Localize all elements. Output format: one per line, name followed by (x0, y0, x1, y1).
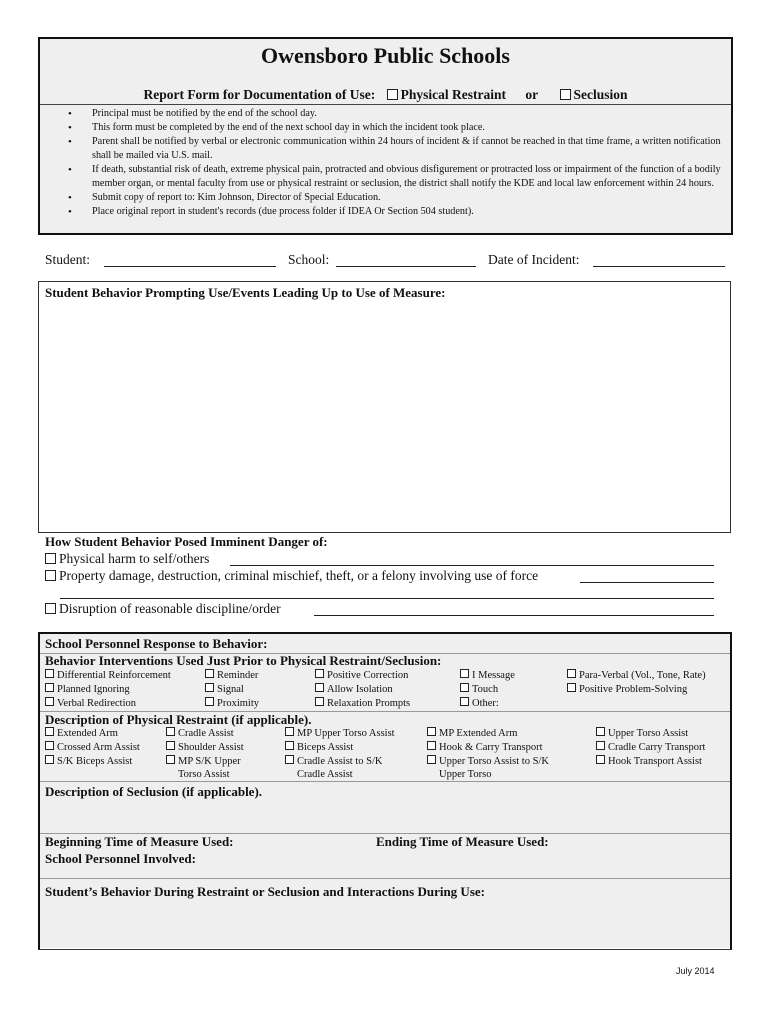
intervention-checkbox[interactable] (567, 683, 576, 692)
restraint-label-wrap: Torso Assist (178, 769, 230, 780)
restraint-option (45, 755, 132, 769)
restraint-label: Crossed Arm Assist (57, 742, 140, 753)
divider (40, 878, 730, 879)
school-label: School: (288, 252, 330, 267)
physical-harm-line[interactable] (230, 565, 714, 566)
restraint-label: Cradle Assist to S/K (297, 756, 383, 767)
intervention-option (45, 669, 171, 683)
restraint-checkbox[interactable] (427, 741, 436, 750)
disruption-label: Disruption of reasonable discipline/order (59, 601, 281, 616)
list-item: • Submit copy of report to: Kim Johnson, Director of Special Education. (40, 191, 726, 205)
end-time-label: Ending Time of Measure Used: (376, 834, 549, 849)
restraint-option (285, 755, 382, 769)
restraint-label: Cradle Assist (178, 728, 234, 739)
intervention-option (205, 697, 259, 711)
restraint-option (596, 741, 705, 755)
intervention-label: Proximity (217, 698, 260, 709)
restraint-label: Upper Torso Assist to S/K (439, 756, 549, 767)
intervention-checkbox[interactable] (315, 683, 324, 692)
subtitle-rule (40, 104, 731, 105)
danger-option-property (45, 568, 538, 584)
intervention-checkbox[interactable] (205, 683, 214, 692)
restraint-checkbox[interactable] (596, 755, 605, 764)
restraint-checkbox[interactable] (427, 727, 436, 736)
restraint-option (45, 741, 140, 755)
behavior-box[interactable] (38, 281, 731, 533)
restraint-option (427, 741, 543, 755)
list-item: • This form must be completed by the end of the next school day in which the incident took place. (40, 121, 726, 135)
intervention-checkbox[interactable] (460, 669, 469, 678)
restraint-title: Description of Physical Restraint (if applicable). (45, 712, 312, 727)
restraint-checkbox[interactable] (596, 741, 605, 750)
restraint-checkbox[interactable] (166, 755, 175, 764)
restraint-label-wrap: Upper Torso (439, 769, 492, 780)
restraint-option (427, 755, 549, 769)
form-subtitle (40, 87, 731, 103)
intervention-option (460, 683, 498, 697)
intervention-checkbox[interactable] (460, 683, 469, 692)
intervention-option (567, 669, 706, 683)
intervention-option (45, 683, 130, 697)
intervention-checkbox[interactable] (205, 697, 214, 706)
restraint-option (166, 727, 234, 741)
begin-time-label: Beginning Time of Measure Used: (45, 834, 234, 849)
seclusion-title: Description of Seclusion (if applicable). (45, 784, 263, 799)
intervention-label: Relaxation Prompts (327, 698, 411, 709)
seclusion-option-label: Seclusion (573, 87, 628, 102)
restraint-checkbox[interactable] (285, 741, 294, 750)
restraint-option (166, 755, 241, 769)
school-field[interactable] (336, 251, 476, 267)
restraint-label: Hook Transport Assist (608, 756, 702, 767)
subtitle-label: Report Form for Documentation of Use: (143, 87, 376, 102)
intervention-option (315, 697, 410, 711)
restraint-label: S/K Biceps Assist (57, 756, 133, 767)
intervention-label: Planned Ignoring (57, 684, 130, 695)
restraint-option-label: Physical Restraint (400, 87, 507, 102)
restraint-label: Extended Arm (57, 728, 118, 739)
intervention-option (460, 697, 499, 711)
intervention-label: Positive Problem-Solving (579, 684, 688, 695)
intervention-checkbox[interactable] (45, 669, 54, 678)
restraint-option (285, 741, 353, 755)
danger-option-physical (45, 551, 209, 567)
intervention-label: Positive Correction (327, 670, 409, 681)
personnel-section-title: School Personnel Response to Behavior: (45, 636, 268, 651)
restraint-option (166, 741, 244, 755)
danger-option-disruption (45, 601, 281, 617)
intervention-option (460, 669, 515, 683)
behavior-section-title: Student Behavior Prompting Use/Events Leading Up to Use of Measure: (45, 285, 446, 300)
student-field[interactable] (104, 251, 276, 267)
restraint-option (596, 755, 702, 769)
instructions-list (40, 107, 726, 219)
intervention-checkbox[interactable] (315, 669, 324, 678)
restraint-option (427, 727, 517, 741)
during-behavior-title: Student’s Behavior During Restraint or Seclusion and Interactions During Use: (45, 884, 485, 899)
restraint-checkbox[interactable] (427, 755, 436, 764)
restraint-checkbox[interactable] (45, 741, 54, 750)
restraint-checkbox[interactable] (596, 727, 605, 736)
or-text: or (525, 87, 539, 102)
intervention-option (315, 683, 393, 697)
intervention-option (567, 683, 687, 697)
header-box (38, 37, 733, 235)
restraint-checkbox[interactable] (285, 755, 294, 764)
personnel-involved-label: School Personnel Involved: (45, 851, 196, 866)
property-damage-checkbox[interactable] (45, 570, 56, 581)
intervention-option (315, 669, 408, 683)
intervention-label: Differential Reinforcement (57, 670, 171, 681)
page-title: Owensboro Public Schools (261, 43, 510, 68)
intervention-option (205, 683, 244, 697)
restraint-checkbox[interactable] (387, 89, 398, 100)
intervention-label: Signal (217, 684, 244, 695)
restraint-label: Biceps Assist (297, 742, 354, 753)
restraint-checkbox[interactable] (45, 727, 54, 736)
restraint-checkbox[interactable] (45, 755, 54, 764)
restraint-option (45, 727, 118, 741)
restraint-label: Shoulder Assist (178, 742, 244, 753)
date-field[interactable] (593, 251, 725, 267)
list-item: • Principal must be notified by the end of the school day. (40, 107, 726, 121)
footer-date: July 2014 (676, 966, 715, 976)
intervention-label: Touch (472, 684, 499, 695)
restraint-label: MP Upper Torso Assist (297, 728, 395, 739)
intervention-checkbox[interactable] (567, 669, 576, 678)
date-label: Date of Incident: (488, 252, 580, 267)
restraint-label: MP S/K Upper (178, 756, 241, 767)
restraint-option (596, 727, 688, 741)
seclusion-checkbox[interactable] (560, 89, 571, 100)
intervention-option (45, 697, 136, 711)
intervention-checkbox[interactable] (460, 697, 469, 706)
restraint-checkbox[interactable] (285, 727, 294, 736)
intervention-label: Allow Isolation (327, 684, 393, 695)
physical-harm-checkbox[interactable] (45, 553, 56, 564)
disruption-checkbox[interactable] (45, 603, 56, 614)
intervention-label: Reminder (217, 670, 259, 681)
list-item: • Parent shall be notified by verbal or electronic communication within 24 hours of incident & if cannot be reached in that time frame, a written notification shall be mailed via U.S. mail. (40, 135, 726, 163)
disruption-line[interactable] (314, 615, 714, 616)
property-damage-label: Property damage, destruction, criminal mischief, theft, or a felony involving use of force (59, 568, 539, 583)
restraint-checkbox[interactable] (166, 741, 175, 750)
restraint-checkbox[interactable] (166, 727, 175, 736)
restraint-label: MP Extended Arm (439, 728, 518, 739)
restraint-option (285, 727, 395, 741)
intervention-option (205, 669, 258, 683)
intervention-label: Other: (472, 698, 499, 709)
divider (40, 781, 730, 782)
restraint-label-wrap: Cradle Assist (297, 769, 353, 780)
intervention-checkbox[interactable] (45, 683, 54, 692)
intervention-label: Verbal Redirection (57, 698, 137, 709)
interventions-title: Behavior Interventions Used Just Prior to Physical Restraint/Seclusion: (45, 653, 442, 668)
intervention-label: Para-Verbal (Vol., Tone, Rate) (579, 670, 706, 681)
restraint-label: Cradle Carry Transport (608, 742, 706, 753)
list-item: • Place original report in student's records (due process folder if IDEA Or Section 504 student). (40, 205, 726, 219)
restraint-label: Upper Torso Assist (608, 728, 689, 739)
danger-section-title: How Student Behavior Posed Imminent Danger of: (45, 534, 328, 549)
intervention-label: I Message (472, 670, 515, 681)
restraint-label: Hook & Carry Transport (439, 742, 543, 753)
list-item: • If death, substantial risk of death, extreme physical pain, protracted and obvious disfigurement or protracted loss or impairment of the function of a bodily member organ, or mental faculty from use or physical restraint or seclusion, the district shall notify the KDE and local law enforcement within 24 hours. (40, 163, 726, 191)
physical-harm-label: Physical harm to self/others (59, 551, 210, 566)
student-label: Student: (45, 252, 91, 267)
intervention-checkbox[interactable] (315, 697, 324, 706)
property-damage-line-2[interactable] (60, 598, 714, 599)
intervention-checkbox[interactable] (45, 697, 54, 706)
property-damage-line[interactable] (580, 582, 714, 583)
intervention-checkbox[interactable] (205, 669, 214, 678)
